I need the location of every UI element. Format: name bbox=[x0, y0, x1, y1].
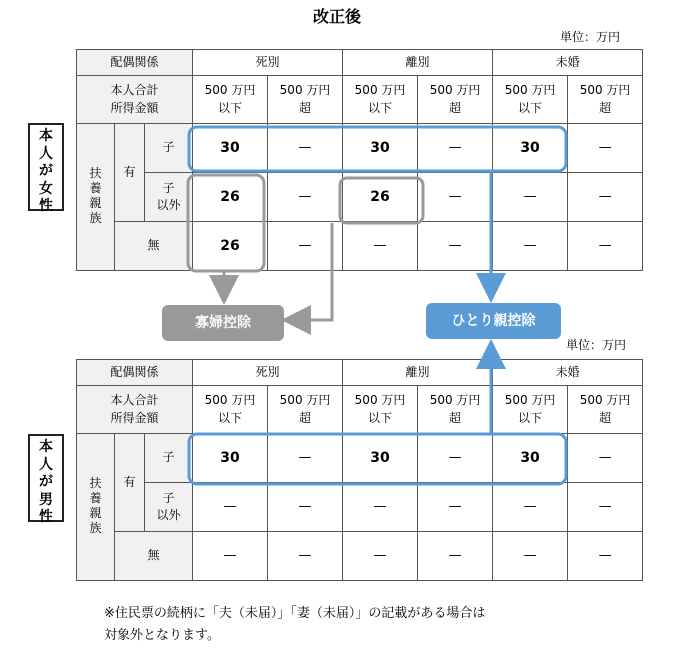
header-gt-line2: 超 bbox=[299, 410, 312, 425]
row-ko-igai-line1: 子 bbox=[162, 180, 175, 195]
header-le-line2: 以下 bbox=[218, 100, 243, 115]
row-ari: 有 bbox=[115, 124, 145, 222]
header-le-line1: 500 万円 bbox=[504, 83, 556, 98]
header-ribetsu: 離別 bbox=[343, 50, 493, 76]
header-gt-line1: 500 万円 bbox=[579, 83, 631, 98]
value-cell: — bbox=[568, 434, 643, 483]
side-label-female bbox=[28, 123, 64, 214]
header-gt-500 bbox=[418, 386, 493, 434]
hitorioya-kojo-label: ひとり親控除 bbox=[426, 303, 561, 339]
row-ko-igai-line2: 以外 bbox=[156, 198, 181, 212]
value-cell: 30 bbox=[193, 434, 268, 483]
side-label-male-text: 本人が男性 bbox=[39, 439, 53, 525]
value-cell: — bbox=[568, 532, 643, 581]
header-le-500 bbox=[493, 76, 568, 124]
row-ko: 子 bbox=[145, 434, 193, 483]
row-nashi: 無 bbox=[115, 222, 193, 271]
footnote-line1: ※住民票の続柄に「夫（未届）」「妻（未届）」の記載がある場合は bbox=[104, 606, 486, 621]
value-cell: 26 bbox=[193, 222, 268, 271]
value-cell: — bbox=[418, 483, 493, 532]
row-ko-igai bbox=[145, 173, 193, 222]
header-honnin-line2: 所得金額 bbox=[110, 100, 159, 115]
value-cell: — bbox=[493, 483, 568, 532]
value-cell: — bbox=[418, 532, 493, 581]
row-ko-igai-line2: 以外 bbox=[156, 508, 181, 522]
header-gt-line1: 500 万円 bbox=[279, 393, 331, 408]
header-le-500 bbox=[193, 76, 268, 124]
header-le-500 bbox=[343, 76, 418, 124]
row-ko: 子 bbox=[145, 124, 193, 173]
value-cell: — bbox=[418, 124, 493, 173]
footnote-line2: 対象外となります。 bbox=[104, 628, 220, 644]
row-fuyo-label: 扶養親族 bbox=[89, 166, 102, 226]
value-cell: — bbox=[418, 434, 493, 483]
row-ari: 有 bbox=[115, 434, 145, 532]
value-cell: — bbox=[493, 173, 568, 222]
header-honnin-shotoku bbox=[77, 76, 193, 124]
header-gt-500 bbox=[268, 386, 343, 434]
header-le-500 bbox=[193, 386, 268, 434]
value-cell: — bbox=[568, 173, 643, 222]
header-gt-line2: 超 bbox=[449, 410, 462, 425]
row-fuyo-shinzoku bbox=[77, 434, 115, 581]
header-le-line1: 500 万円 bbox=[204, 393, 256, 408]
header-gt-line2: 超 bbox=[299, 100, 312, 115]
value-cell: — bbox=[193, 532, 268, 581]
row-ko-igai-line1: 子 bbox=[162, 490, 175, 505]
female-table bbox=[76, 49, 643, 271]
value-cell: — bbox=[418, 173, 493, 222]
side-label-female-text: 本人が女性 bbox=[39, 128, 53, 214]
header-le-line2: 以下 bbox=[368, 100, 393, 115]
value-cell: 30 bbox=[343, 434, 418, 483]
value-cell: — bbox=[493, 222, 568, 271]
header-le-line2: 以下 bbox=[368, 410, 393, 425]
page-title: 改正後 bbox=[312, 7, 361, 26]
header-gt-line2: 超 bbox=[599, 100, 612, 115]
header-le-line1: 500 万円 bbox=[354, 83, 406, 98]
value-cell: 26 bbox=[343, 173, 418, 222]
row-fuyo-shinzoku bbox=[77, 124, 115, 271]
header-le-line1: 500 万円 bbox=[504, 393, 556, 408]
header-gt-500 bbox=[568, 386, 643, 434]
header-mikon: 未婚 bbox=[493, 360, 643, 386]
header-gt-line1: 500 万円 bbox=[579, 393, 631, 408]
value-cell: — bbox=[343, 222, 418, 271]
value-cell: — bbox=[568, 124, 643, 173]
value-cell: 30 bbox=[493, 434, 568, 483]
value-cell: — bbox=[568, 483, 643, 532]
header-ribetsu: 離別 bbox=[343, 360, 493, 386]
header-gt-500 bbox=[268, 76, 343, 124]
header-gt-500 bbox=[418, 76, 493, 124]
header-gt-line2: 超 bbox=[449, 100, 462, 115]
header-honnin-shotoku bbox=[77, 386, 193, 434]
value-cell: — bbox=[268, 173, 343, 222]
value-cell: — bbox=[343, 483, 418, 532]
value-cell: 30 bbox=[193, 124, 268, 173]
footnote bbox=[104, 603, 485, 647]
header-shibetsu: 死別 bbox=[193, 360, 343, 386]
value-cell: 30 bbox=[493, 124, 568, 173]
header-le-500 bbox=[493, 386, 568, 434]
header-haigu: 配偶関係 bbox=[77, 50, 193, 76]
row-nashi: 無 bbox=[115, 532, 193, 581]
header-mikon: 未婚 bbox=[493, 50, 643, 76]
row-ko-igai bbox=[145, 483, 193, 532]
header-honnin-line2: 所得金額 bbox=[110, 410, 159, 425]
value-cell: — bbox=[343, 532, 418, 581]
value-cell: — bbox=[193, 483, 268, 532]
value-cell: — bbox=[268, 124, 343, 173]
header-gt-500 bbox=[568, 76, 643, 124]
header-le-line1: 500 万円 bbox=[354, 393, 406, 408]
header-gt-line1: 500 万円 bbox=[279, 83, 331, 98]
header-le-line1: 500 万円 bbox=[204, 83, 256, 98]
value-cell: — bbox=[268, 434, 343, 483]
header-honnin-line1: 本人合計 bbox=[110, 393, 159, 408]
value-cell: — bbox=[268, 222, 343, 271]
male-table bbox=[76, 359, 643, 581]
kafu-kojo-label: 寡婦控除 bbox=[162, 305, 284, 341]
value-cell: — bbox=[268, 532, 343, 581]
value-cell: — bbox=[568, 222, 643, 271]
row-fuyo-label: 扶養親族 bbox=[89, 476, 102, 536]
value-cell: 26 bbox=[193, 173, 268, 222]
header-gt-line1: 500 万円 bbox=[429, 83, 481, 98]
value-cell: 30 bbox=[343, 124, 418, 173]
unit-label-top: 単位：万円 bbox=[560, 30, 621, 44]
header-gt-line2: 超 bbox=[599, 410, 612, 425]
header-le-500 bbox=[343, 386, 418, 434]
header-shibetsu: 死別 bbox=[193, 50, 343, 76]
value-cell: — bbox=[493, 532, 568, 581]
unit-label-bottom: 単位：万円 bbox=[566, 338, 627, 352]
side-label-male bbox=[28, 434, 64, 525]
header-le-line2: 以下 bbox=[518, 100, 543, 115]
header-haigu: 配偶関係 bbox=[77, 360, 193, 386]
header-le-line2: 以下 bbox=[518, 410, 543, 425]
header-honnin-line1: 本人合計 bbox=[110, 83, 159, 98]
header-gt-line1: 500 万円 bbox=[429, 393, 481, 408]
value-cell: — bbox=[268, 483, 343, 532]
header-le-line2: 以下 bbox=[218, 410, 243, 425]
value-cell: — bbox=[418, 222, 493, 271]
